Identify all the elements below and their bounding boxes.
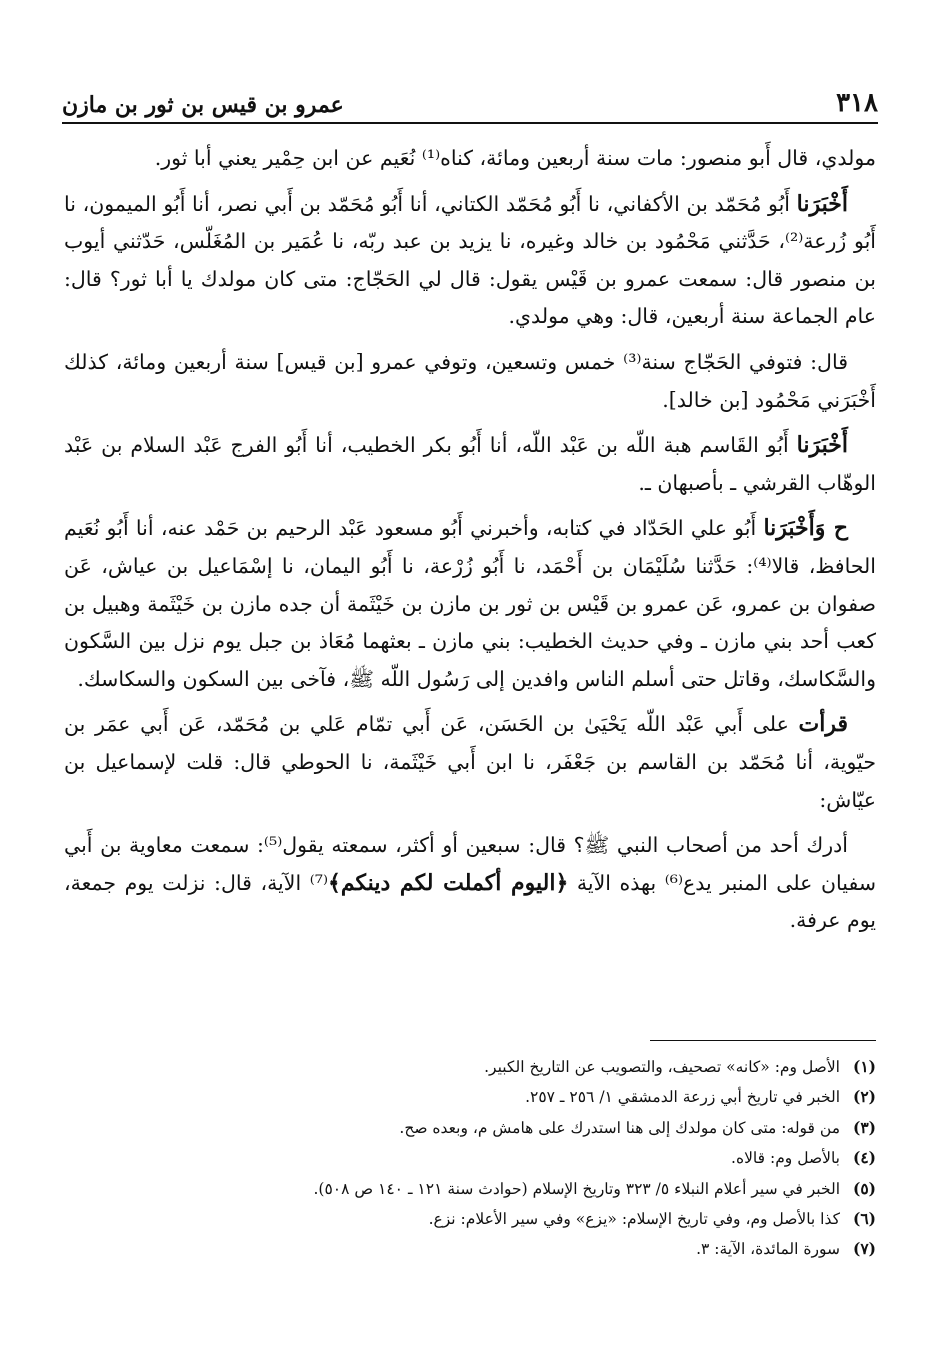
footnote: (٢) الخبر في تاريخ أبي زرعة الدمشقي ١/ ٢٥٦ ـ ٢٥٧. [525,1087,876,1107]
chain-keyword: قرأت [798,711,848,738]
footnote: (٧) سورة المائدة، الآية: ٣. [696,1239,876,1259]
paragraph-3: قال: فتوفي الحَجّاج سنة⁽³⁾ خمس وتسعين، وتوفي عمرو [بن قيس] سنة أربعين ومائة، كذلك أَخْبَرَني مَحْمُود [بن خالد]. [64,349,876,412]
footnote-separator [650,1040,876,1041]
footnote: (٤) بالأصل وم: قالاه. [731,1148,876,1168]
running-title: عمرو بن قيس بن ثور بن مازن [62,92,344,118]
footnote: (٥) الخبر في سير أعلام النبلاء ٥/ ٣٢٣ وتاريخ الإسلام (حوادث سنة ١٢١ ـ ١٤٠ ص ٥٠٨). [313,1178,876,1198]
footnote: (٣) من قوله: متى كان مولدك إلى هنا استدرك على هامش م، وبعده صح. [399,1117,876,1137]
chain-keyword: أَخْبَرَنا [796,432,848,459]
main-text [64,140,876,948]
page-number: ٣١٨ [836,88,878,118]
paragraph-5: ح وَأَخْبَرَنا أَبُو علي الحَدّاد في كتابه، وأخبرني أَبُو مسعود عَبْد الرحيم بن حَمْد عنه، أنا أَبُو نُعَيم الحافظ، قالا⁽⁴⁾: حَدَّثنا سُلَيْمَان بن أَحْمَد، نا أَبُو زُرْعة، نا أَبُو اليمان، نا إسْمَاعيل بن عياش، عَن صفوان بن عمرو، عَن عمرو بن قَيْس بن ثور بن مازن بن خَيْثَمة أن جده مازن بن خَيْثَمة وهبيل بن كعب أحد بني مازن ـ وفي حديث الخطيب: بني مازن ـ بعثهما مُعَاذ بن جبل يوم نزل بين السَّكون والسَّكاسك، وقاتل حتى أسلم الناس وافدين إلى رَسُول اللّه ﷺ، فآخى بين السكون والسكاسك. [64,515,876,691]
page-header [62,78,878,124]
footnote: (١) الأصل وم: «كانه» تصحيف، والتصويب عن التاريخ الكبير. [484,1057,876,1076]
paragraph-4: أَخْبَرَنا أَبُو القَاسم هبة اللّه بن عَبْد اللّه، أنا أَبُو بكر الخطيب، أنا أَبُو الفرج عَبْد السلام بن عَبْد الوهّاب القرشي ـ بأصبهان ـ. [64,432,876,495]
footnote: (٦) كذا بالأصل وم، وفي تاريخ الإسلام: «يزع» وفي سير الأعلام: نزع. [428,1209,876,1229]
paragraph-7: أدرك أحد من أصحاب النبي ﷺ؟ قال: سبعين أو أكثر، سمعته يقول⁽⁵⁾: سمعت معاوية بن أَبي سفيان على المنبر يدع⁽⁶⁾ بهذه الآية ﴿اليوم أكملت لكم دينكم﴾⁽⁷⁾ الآية، قال: نزلت يوم جمعة، يوم عرفة. [64,833,876,933]
chain-keyword: ح وَأَخْبَرَنا [763,515,848,542]
paragraph-2: أَخْبَرَنا أَبُو مُحَمّد بن الأكفاني، نا أَبُو مُحَمّد الكتاني، أنا أَبُو مُحَمّد بن أَبي نصر، أنا أَبُو الميمون، نا أَبُو زُرعة⁽²⁾، حَدَّثني مَحْمُود بن خالد وغيره، نا يزيد بن عبد ربّه، نا عُمَير بن المُغَلّس، حَدّثني أيوب بن منصور قال: سمعت عمرو بن قَيْس يقول: قال لي الحَجّاج: متى كان مولدك يا أبا ثور؟ قال: عام الجماعة سنة أربعين، قال: وهي مولدي. [64,190,876,329]
quran-quote: ﴿اليوم أكملت لكم دينكم﴾ [328,869,569,896]
chain-keyword: أَخْبَرَنا [796,190,848,217]
footnotes [64,1052,876,1265]
paragraph-1: مولدي، قال أَبو منصور: مات سنة أربعين ومائة، كناه⁽¹⁾ نُعَيم عن ابن حِمْير يعني أبا ثور. [154,146,876,170]
paragraph-6: قرأت على أَبي عَبْد اللّه يَحْيَىٰ بن الحَسَن، عَن أَبي تمّام عَلي بن مُحَمّد، عَن أَبي عمَر بن حيّوية، أنا مُحَمّد بن القاسم بن جَعْفَر، نا ابن أَبي خَيْثَمة، نا الحوطي قال: قلت لإسماعيل بن عيّاش: [64,711,876,812]
